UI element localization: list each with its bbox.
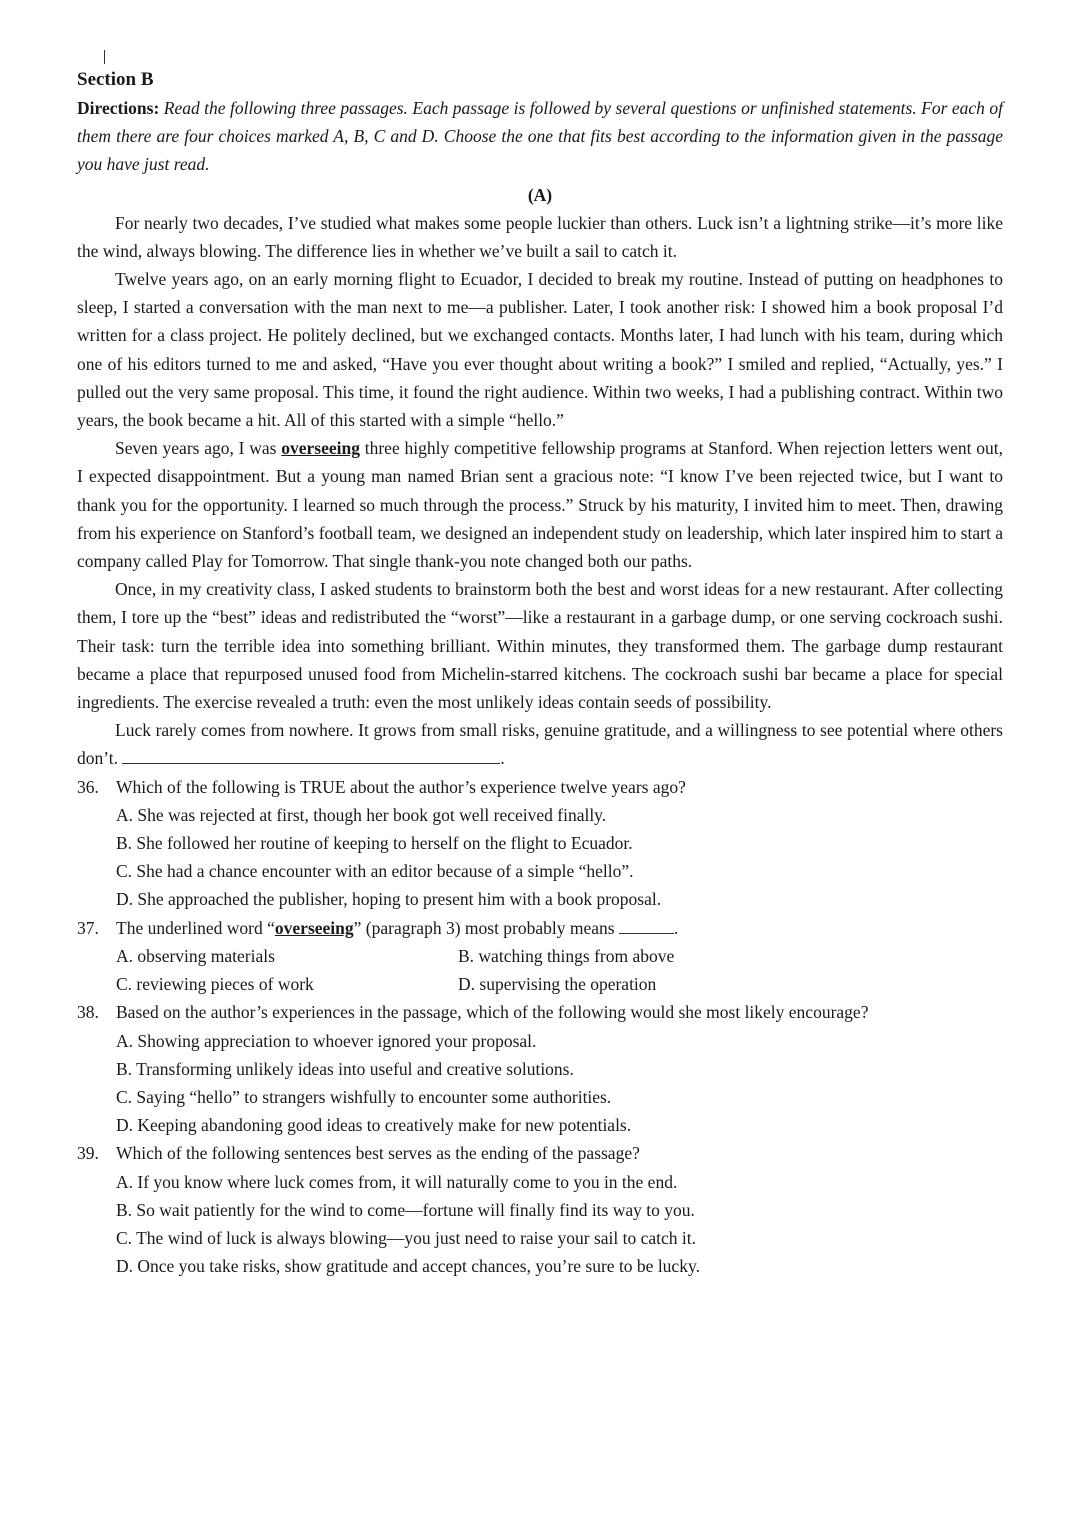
question-stem: The underlined word “ bbox=[116, 917, 275, 938]
question-number: 36. bbox=[77, 776, 99, 797]
option-37-c[interactable]: C. reviewing pieces of work bbox=[116, 974, 314, 995]
question-39 bbox=[77, 1139, 1003, 1167]
question-number: 37. bbox=[77, 917, 99, 938]
question-36 bbox=[77, 773, 1003, 801]
question-stem: Which of the following is TRUE about the author’s experience twelve years ago? bbox=[116, 776, 686, 797]
answer-blank[interactable] bbox=[122, 747, 500, 764]
option-39-d[interactable]: D. Once you take risks, show gratitude and accept chances, you’re sure to be lucky. bbox=[116, 1256, 700, 1277]
question-38 bbox=[77, 998, 1003, 1026]
option-39-a[interactable]: A. If you know where luck comes from, it will naturally come to you in the end. bbox=[116, 1171, 678, 1192]
paragraph-text: Seven years ago, I was bbox=[115, 438, 282, 459]
options-row bbox=[77, 942, 1003, 970]
passage-paragraph-5 bbox=[77, 716, 1003, 772]
option-36-b[interactable]: B. She followed her routine of keeping to herself on the flight to Ecuador. bbox=[116, 833, 633, 854]
paragraph-text: Luck rarely comes from nowhere. It grows from small risks, genuine gratitude, and a willingness to see potential where others don’t. bbox=[77, 720, 1003, 769]
question-stem: ” (paragraph 3) most probably means bbox=[353, 917, 619, 938]
option-37-d[interactable]: D. supervising the operation bbox=[458, 974, 657, 995]
option-38-d[interactable]: D. Keeping abandoning good ideas to creatively make for new potentials. bbox=[116, 1115, 632, 1136]
question-number: 38. bbox=[77, 1002, 99, 1023]
question-stem: Which of the following sentences best serves as the ending of the passage? bbox=[116, 1143, 640, 1164]
passage-paragraph-1: For nearly two decades, I’ve studied what makes some people luckier than others. Luck isn’t a lightning strike—it’s more like the wind, always blowing. The difference lies in whether we’ve built a sail to catch it. bbox=[77, 212, 1003, 261]
question-37 bbox=[77, 914, 1003, 942]
passage-paragraph-3 bbox=[77, 434, 1003, 575]
directions bbox=[77, 94, 1003, 179]
underlined-word: overseeing bbox=[274, 917, 354, 938]
underlined-word: overseeing bbox=[281, 438, 360, 459]
question-stem: Based on the author’s experiences in the passage, which of the following would she most likely encourage? bbox=[116, 1002, 869, 1023]
paragraph-text: three highly competitive fellowship programs at Stanford. When rejection letters went out, I expected disappointment. But a young man named Brian sent a gracious note: “I know I’ve been rejected twice, but I want to thank you for the opportunity. I learned so much through the process.” Struck by his maturity, I invited him to meet. Then, drawing from his experience on Stanford’s football team, we designed an independent study on leadership, which later inspired him to start a company called Play for Tomorrow. That single thank-you note changed both our paths. bbox=[77, 438, 1003, 572]
option-36-d[interactable]: D. She approached the publisher, hoping to present him with a book proposal. bbox=[116, 889, 662, 910]
options-row bbox=[77, 970, 1003, 998]
question-number: 39. bbox=[77, 1143, 99, 1164]
option-36-a[interactable]: A. She was rejected at first, though her book got well received finally. bbox=[116, 804, 607, 825]
option-38-b[interactable]: B. Transforming unlikely ideas into useful and creative solutions. bbox=[116, 1058, 574, 1079]
passage-paragraph-2: Twelve years ago, on an early morning flight to Ecuador, I decided to break my routine. Instead of putting on headphones to sleep, I started a conversation with the man next to me—a publisher. Later, I took another risk: I showed him a book proposal I’d written for a class project. He politely declined, but we exchanged contacts. Months later, I had lunch with his team, during which one of his editors turned to me and asked, “Have you ever thought about writing a book?” I smiled and replied, “Actually, yes.” I pulled out the very same proposal. This time, it found the right audience. Within two weeks, I had a publishing contract. Within two years, the book became a hit. All of this started with a simple “hello.” bbox=[77, 269, 1003, 431]
question-stem: . bbox=[673, 917, 679, 938]
passage-label: (A) bbox=[527, 184, 553, 205]
directions-text: Read the following three passages. Each passage is followed by several questions or unfinished statements. For each of them there are four choices marked A, B, C and D. Choose the one that fits best according to the information given in the passage you have just read. bbox=[77, 98, 1003, 175]
section-title: Section B bbox=[77, 69, 154, 90]
option-36-c[interactable]: C. She had a chance encounter with an editor because of a simple “hello”. bbox=[116, 861, 634, 882]
option-37-a[interactable]: A. observing materials bbox=[116, 945, 275, 966]
answer-blank[interactable] bbox=[619, 917, 674, 934]
option-38-a[interactable]: A. Showing appreciation to whoever ignored your proposal. bbox=[116, 1030, 537, 1051]
option-39-b[interactable]: B. So wait patiently for the wind to come—fortune will finally find its way to you. bbox=[116, 1199, 695, 1220]
option-39-c[interactable]: C. The wind of luck is always blowing—you just need to raise your sail to catch it. bbox=[116, 1227, 696, 1248]
option-37-b[interactable]: B. watching things from above bbox=[458, 945, 675, 966]
paragraph-text: . bbox=[500, 748, 505, 769]
option-38-c[interactable]: C. Saying “hello” to strangers wishfully to encounter some authorities. bbox=[116, 1086, 612, 1107]
exam-page bbox=[77, 52, 1003, 1280]
directions-label: Directions: bbox=[77, 98, 160, 118]
passage-paragraph-4: Once, in my creativity class, I asked students to brainstorm both the best and worst ideas for a new restaurant. After collecting them, I tore up the “best” ideas and redistributed the “worst”—like a restaurant in a garbage dump, or one serving cockroach sushi. Their task: turn the terrible idea into something brilliant. Within minutes, they transformed them. The garbage dump restaurant became a place that repurposed unused food from Michelin-starred kitchens. The cockroach sushi bar became a place for special ingredients. The exercise revealed a truth: even the most unlikely ideas contain seeds of possibility. bbox=[77, 579, 1003, 713]
